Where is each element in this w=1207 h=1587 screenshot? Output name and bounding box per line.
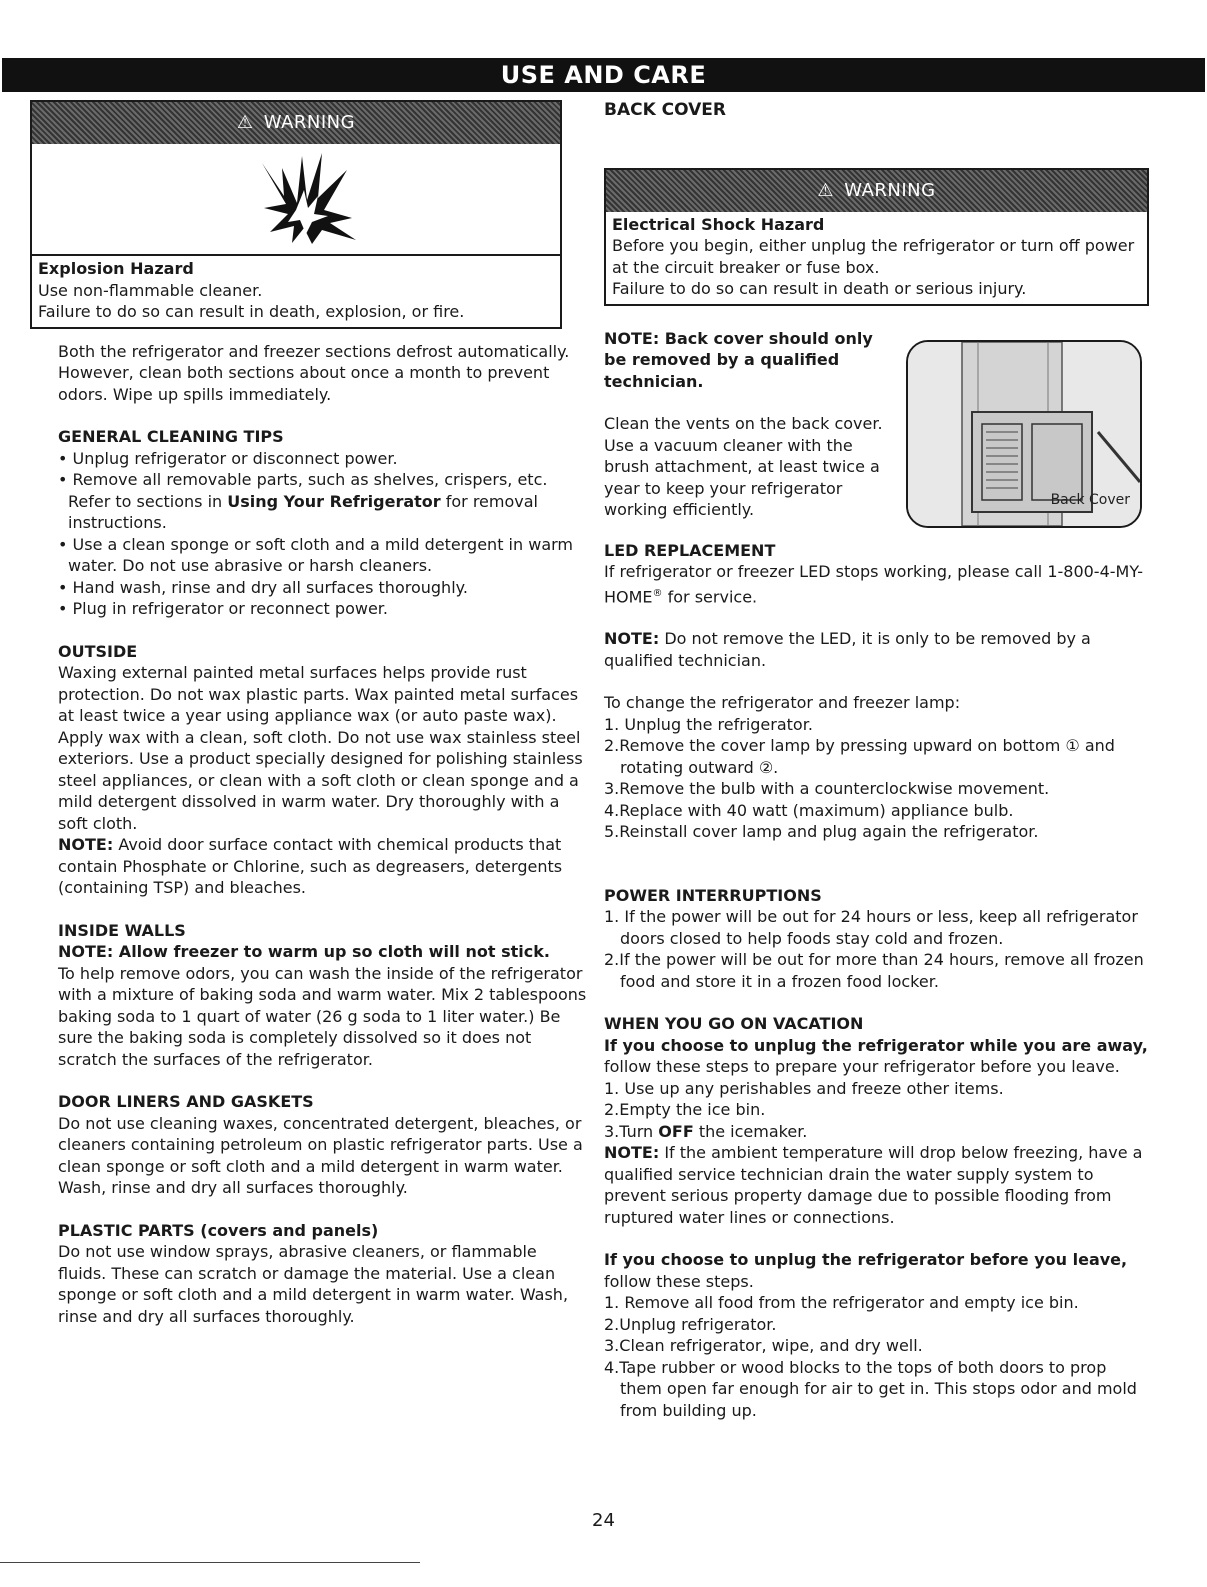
- back-cover-heading: BACK COVER: [604, 100, 727, 120]
- vacation-note: NOTE: If the ambient temperature will drop below freezing, have a qualified service technician drain the water supply system to prevent serious property damage due to possible flooding from ruptured water lines or connections.: [604, 1143, 1143, 1227]
- outside-note: NOTE: Avoid door surface contact with chemical products that contain Phosphate or Chlorine, such as degreasers, detergents (containing TSP) and bleaches.: [58, 835, 563, 897]
- warning-header: [32, 102, 560, 144]
- back-cover-photo: [906, 340, 1142, 528]
- shock-warning-box: [604, 168, 1149, 306]
- warning-triangle-icon: ⚠: [236, 112, 254, 133]
- list-item: • Unplug refrigerator or disconnect power.: [58, 448, 398, 468]
- footer-rule: [0, 1562, 420, 1563]
- inside-walls-heading: INSIDE WALLS: [58, 920, 186, 940]
- list-item: 2.Unplug refrigerator.: [604, 1314, 777, 1334]
- hazard-title: Explosion Hazard: [38, 259, 194, 278]
- list-item: 2.Remove the cover lamp by pressing upward on bottom ① and rotating outward ②.: [604, 736, 1115, 777]
- hazard-title: Electrical Shock Hazard: [612, 214, 825, 234]
- refer-note: Refer to sections in Using Your Refrigerator for removal instructions.: [68, 491, 538, 532]
- list-item: 1. Use up any perishables and freeze other items.: [604, 1078, 1004, 1098]
- plastic-parts-text: Do not use window sprays, abrasive cleaners, or flammable fluids. These can scratch or damage the material. Use a clean sponge or soft cloth and a mild detergent in warm water. Wash, rinse and dry all surfaces thoroughly.: [58, 1242, 569, 1326]
- explosion-icon: [252, 148, 372, 248]
- door-liners-heading: DOOR LINERS AND GASKETS: [58, 1092, 314, 1111]
- led-text: If refrigerator or freezer LED stops working, please call 1-800-4-MY-HOME® for service.: [604, 562, 1143, 606]
- led-heading: LED REPLACEMENT: [604, 540, 776, 560]
- vacation-lead-2: If you choose to unplug the refrigerator before you leave, follow these steps.: [604, 1250, 1128, 1291]
- door-liners-text: Do not use cleaning waxes, concentrated detergent, bleaches, or cleaners containing petroleum on plastic refrigerator parts. Use a clean sponge or soft cloth and a mild detergent in warm water. Wash, rinse and dry all surfaces thoroughly.: [58, 1113, 583, 1197]
- warning-line: Failure to do so can result in death or serious injury.: [612, 279, 1027, 298]
- warning-triangle-icon: ⚠: [817, 179, 835, 201]
- warning-body: [606, 212, 1147, 304]
- inside-text: To help remove odors, you can wash the inside of the refrigerator with a mixture of baking soda and warm water. Mix 2 tablespoons baking soda to 1 quart of water (26 g soda to 1 liter water.) Be sure the baking soda is completely dissolved so it does not scratch the surfaces of the refrigerator.: [58, 963, 587, 1069]
- power-interruptions-heading: POWER INTERRUPTIONS: [604, 885, 822, 905]
- list-item: 1. If the power will be out for 24 hours or less, keep all refrigerator doors closed to help foods stay cold and frozen.: [604, 907, 1138, 948]
- list-item: 2.If the power will be out for more than 24 hours, remove all frozen food and store it in a frozen food locker.: [604, 950, 1144, 991]
- lamp-intro: To change the refrigerator and freezer lamp:: [604, 693, 961, 713]
- warning-line: Failure to do so can result in death, explosion, or fire.: [38, 302, 465, 321]
- list-item: 4.Replace with 40 watt (maximum) appliance bulb.: [604, 800, 1014, 820]
- list-item: • Remove all removable parts, such as shelves, crispers, etc. Refer to sections in Using Your Refrigerator for removal instructions.: [58, 469, 590, 534]
- general-cleaning-heading: GENERAL CLEANING TIPS: [58, 427, 284, 446]
- outside-text: Waxing external painted metal surfaces helps provide rust protection. Do not wax plastic parts. Wax painted metal surfaces at least twice a year using appliance wax (or auto paste wax). Apply wax with a clean, soft cloth. Do not use wax stainless steel exteriors. Use a product specially designed for polishing stainless steel appliances, or clean with a soft cloth or clean sponge and a mild detergent dissolved in warm water. Dry thoroughly with a soft cloth.: [58, 663, 583, 833]
- plastic-parts-heading: PLASTIC PARTS (covers and panels): [58, 1220, 379, 1240]
- warning-label: WARNING: [844, 179, 936, 201]
- warning-line: Use non-flammable cleaner.: [38, 280, 263, 300]
- list-item: 2.Empty the ice bin.: [604, 1100, 766, 1120]
- warning-label: WARNING: [263, 112, 356, 133]
- back-cover-text: Clean the vents on the back cover. Use a vacuum cleaner with the brush attachment, at least twice a year to keep your refrigerator working efficiently.: [604, 414, 883, 519]
- list-item: 3.Clean refrigerator, wipe, and dry well.: [604, 1336, 923, 1356]
- warning-header: [606, 170, 1147, 212]
- warning-line: Before you begin, either unplug the refrigerator or turn off power at the circuit breaker or fuse box.: [612, 236, 1135, 277]
- back-cover-note-block: [604, 328, 1149, 540]
- intro-paragraph: Both the refrigerator and freezer sections defrost automatically. However, clean both sections about once a month to prevent odors. Wipe up spills immediately.: [58, 341, 570, 404]
- list-item: 4.Tape rubber or wood blocks to the tops of both doors to prop them open far enough for air to get in. This stops odor and mold from building up.: [604, 1357, 1137, 1420]
- vacation-lead: If you choose to unplug the refrigerator while you are away, follow these steps to prepare your refrigerator before you leave.: [604, 1035, 1148, 1077]
- list-item: 5.Reinstall cover lamp and plug again the refrigerator.: [604, 822, 1039, 842]
- vacation-heading: WHEN YOU GO ON VACATION: [604, 1014, 864, 1034]
- photo-caption: Back Cover: [1050, 492, 1130, 508]
- page-number: 24: [592, 1510, 615, 1531]
- list-item: 3.Turn OFF the icemaker.: [604, 1121, 808, 1141]
- explosion-warning-box: [30, 100, 562, 329]
- left-column: [38, 100, 590, 1327]
- list-item: • Plug in refrigerator or reconnect power.: [58, 599, 388, 618]
- section-banner: USE AND CARE: [2, 58, 1205, 92]
- led-note: NOTE: Do not remove the LED, it is only to be removed by a qualified technician.: [604, 629, 1091, 670]
- list-item: 1. Remove all food from the refrigerator and empty ice bin.: [604, 1293, 1079, 1313]
- inside-note: NOTE: Allow freezer to warm up so cloth will not stick.: [58, 942, 550, 961]
- outside-heading: OUTSIDE: [58, 641, 138, 661]
- warning-body: [32, 256, 560, 327]
- right-column: [604, 100, 1149, 1421]
- list-item: • Use a clean sponge or soft cloth and a mild detergent in warm water. Do not use abrasive or harsh cleaners.: [58, 534, 573, 575]
- explosion-icon-area: [32, 144, 560, 256]
- back-cover-note: NOTE: Back cover should only be removed by a qualified technician.: [604, 328, 873, 391]
- list-item: 1. Unplug the refrigerator.: [604, 714, 813, 734]
- list-item: 3.Remove the bulb with a counterclockwise movement.: [604, 779, 1050, 799]
- list-item: • Hand wash, rinse and dry all surfaces thoroughly.: [58, 577, 468, 597]
